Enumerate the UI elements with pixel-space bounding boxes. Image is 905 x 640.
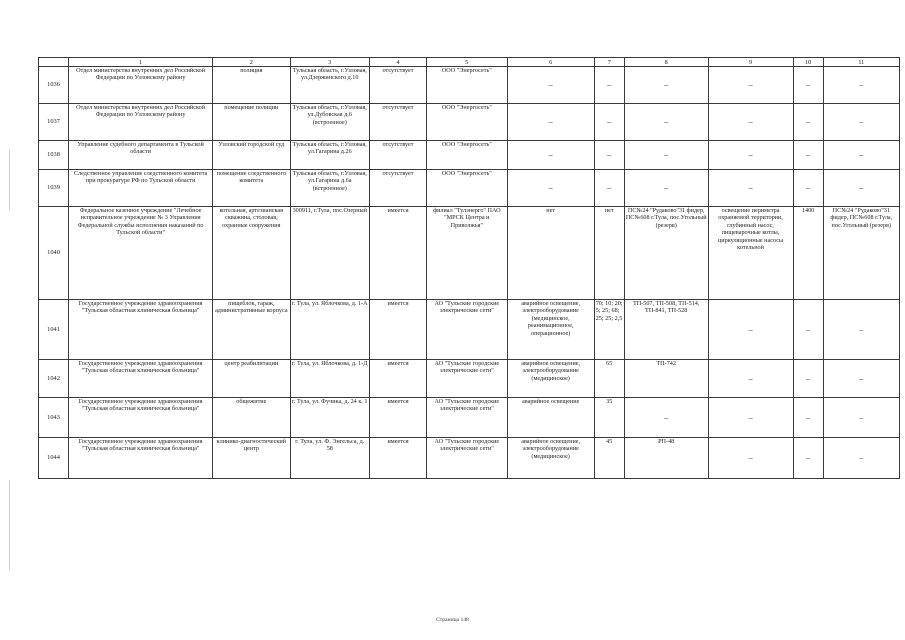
cell-col-10: – [793, 398, 823, 438]
cell-col-4: имеется [370, 360, 427, 398]
cell-col-11: – [823, 300, 899, 360]
cell-col-9: – [708, 141, 793, 170]
cell-col-3: Тульская область, г.Узловая, ул.Дубовская д.6 (встроенное) [290, 104, 370, 141]
cell-col-2: общежитие [213, 398, 290, 438]
cell-col-6: – [507, 67, 594, 104]
row-number: 1042 [39, 360, 69, 398]
cell-col-2: котельная, артезианская скважина, столовая, охранные сооружения [213, 207, 290, 300]
cell-col-11: ПС№24 "Рудаково"31 фидер, ПС№608 г.Тула, пос.Угольный (резерв) [823, 207, 899, 300]
cell-col-7: 35 [594, 398, 624, 438]
row-number: 1043 [39, 398, 69, 438]
cell-col-10: – [793, 67, 823, 104]
cell-col-7: – [594, 170, 624, 207]
cell-col-7: 70; 10; 20; 5; 25; 68; 25; 25; 2,5 [594, 300, 624, 360]
cell-col-8: – [624, 141, 708, 170]
cell-col-5: ООО "Энергосеть" [427, 141, 508, 170]
cell-col-8: – [624, 170, 708, 207]
cell-col-9: – [708, 300, 793, 360]
cell-col-6: аварийное освещение, электрооборудование (медицинское, реанимационное, операционное) [507, 300, 594, 360]
header-cell: 6 [507, 58, 594, 67]
cell-col-8: ТП-742 [624, 360, 708, 398]
cell-col-8: ТП-507, ТП-508, ТП-514, ТП-841, ТП-528 [624, 300, 708, 360]
cell-col-4: имеется [370, 398, 427, 438]
cell-col-7: – [594, 67, 624, 104]
cell-col-6: – [507, 141, 594, 170]
cell-col-2: Узловский городской суд [213, 141, 290, 170]
cell-col-1: Государственное учреждение здравоохранения "Тульская областная клиническая больница" [69, 300, 213, 360]
row-number: 1041 [39, 300, 69, 360]
table-row [39, 170, 900, 207]
table-header-row [39, 58, 900, 67]
cell-col-2: пищеблок, гараж, административные корпуса [213, 300, 290, 360]
cell-col-3: 300911, г.Тула, пос.Озерный [290, 207, 370, 300]
cell-col-3: г. Тула, ул. Яблочкова, д. 1-А [290, 300, 370, 360]
register-table [38, 57, 900, 479]
cell-col-3: г. Тула, ул. Ф. Энгельса, д. 58 [290, 438, 370, 479]
cell-col-4: отсутствует [370, 104, 427, 141]
cell-col-3: Тульская область, г.Узловая, ул.Гагарина д.6а (встроенное) [290, 170, 370, 207]
cell-col-11: – [823, 438, 899, 479]
cell-col-2: центр реабилитации [213, 360, 290, 398]
cell-col-9: освещение периметра охраняемой территории, глубинный насос, пищеварочные котлы, циркуляционные насосы котельной [708, 207, 793, 300]
cell-col-11: – [823, 398, 899, 438]
cell-col-4: отсутствует [370, 67, 427, 104]
page-number: Страница 148 [436, 617, 469, 623]
cell-col-1: Государственное учреждение здравоохранения "Тульская областная клиническая больница" [69, 360, 213, 398]
cell-col-8: РП-48 [624, 438, 708, 479]
cell-col-2: клинико-диагностический центр [213, 438, 290, 479]
cell-col-4: имеется [370, 300, 427, 360]
cell-col-10: – [793, 300, 823, 360]
header-cell: 8 [624, 58, 708, 67]
cell-col-7: – [594, 141, 624, 170]
cell-col-4: отсутствует [370, 170, 427, 207]
cell-col-10: – [793, 360, 823, 398]
cell-col-10: – [793, 104, 823, 141]
cell-col-11: – [823, 141, 899, 170]
cell-col-11: – [823, 170, 899, 207]
cell-col-7: 65 [594, 360, 624, 398]
table-row [39, 398, 900, 438]
row-number: 1044 [39, 438, 69, 479]
table-row [39, 141, 900, 170]
cell-col-5: АО "Тульские городские электрические сети" [427, 398, 508, 438]
header-cell: 3 [290, 58, 370, 67]
cell-col-2: помещение следственного комитета [213, 170, 290, 207]
cell-col-6: аварийное освещение [507, 398, 594, 438]
cell-col-2: помещение полиции [213, 104, 290, 141]
cell-col-1: Следственное управление следственного комитета при прокуратуре РФ по Тульской области [69, 170, 213, 207]
header-cell: 10 [793, 58, 823, 67]
cell-col-1: Федеральное казенное учреждение "Лечебное исправительное учреждение № 3 Управления Федеральной службы исполнения наказаний по Тульской области" [69, 207, 213, 300]
header-cell: 5 [427, 58, 508, 67]
cell-col-10: – [793, 141, 823, 170]
cell-col-9: – [708, 438, 793, 479]
cell-col-11: – [823, 360, 899, 398]
cell-col-6: нет [507, 207, 594, 300]
row-number: 1038 [39, 141, 69, 170]
row-number: 1037 [39, 104, 69, 141]
cell-col-5: АО "Тульские городские электрические сети" [427, 300, 508, 360]
cell-col-10: – [793, 170, 823, 207]
row-number: 1040 [39, 207, 69, 300]
cell-col-8: – [624, 67, 708, 104]
cell-col-3: Тульская область, г.Узловая, ул.Дзержинского д.10 [290, 67, 370, 104]
row-number: 1039 [39, 170, 69, 207]
scan-margin-mark [9, 480, 10, 570]
cell-col-9: – [708, 67, 793, 104]
cell-col-6: аварийное освещение, электрооборудование (медицинское) [507, 360, 594, 398]
cell-col-7: нет [594, 207, 624, 300]
cell-col-5: АО "Тульские городские электрические сети" [427, 438, 508, 479]
cell-col-8: – [624, 398, 708, 438]
table-row [39, 360, 900, 398]
cell-col-4: отсутствует [370, 141, 427, 170]
cell-col-3: Тульская область, г.Узловая, ул.Гагарина д.26 [290, 141, 370, 170]
cell-col-1: Государственное учреждение здравоохранения "Тульская областная клиническая больница" [69, 438, 213, 479]
cell-col-4: имеется [370, 207, 427, 300]
cell-col-10: – [793, 438, 823, 479]
header-cell: 7 [594, 58, 624, 67]
cell-col-3: г. Тула, ул. Фучика, д. 24 к. 1 [290, 398, 370, 438]
cell-col-2: полиция [213, 67, 290, 104]
cell-col-10: 1400 [793, 207, 823, 300]
cell-col-6: – [507, 104, 594, 141]
cell-col-6: – [507, 170, 594, 207]
table-row [39, 438, 900, 479]
cell-col-5: ООО "Энергосеть" [427, 170, 508, 207]
cell-col-1: Отдел министерства внутренних дел Российской Федерации по Узловскому району [69, 67, 213, 104]
header-cell-empty [39, 58, 69, 67]
cell-col-1: Государственное учреждение здравоохранения "Тульская областная клиническая больница" [69, 398, 213, 438]
header-cell: 1 [69, 58, 213, 67]
scan-margin-mark [9, 150, 10, 210]
cell-col-6: аварийное освещение, электрооборудование (медицинское) [507, 438, 594, 479]
cell-col-9: – [708, 170, 793, 207]
cell-col-8: ПС№24 "Рудаково"31 фидер, ПС№608 г.Тула, пос.Угольный (резерв) [624, 207, 708, 300]
table-row [39, 300, 900, 360]
cell-col-11: – [823, 104, 899, 141]
cell-col-5: АО "Тульские городские электрические сети" [427, 360, 508, 398]
cell-col-1: Отдел министерства внутренних дел Российской Федерации по Узловскому району [69, 104, 213, 141]
row-number: 1036 [39, 67, 69, 104]
cell-col-5: ООО "Энергосеть" [427, 67, 508, 104]
table-row [39, 207, 900, 300]
cell-col-5: ООО "Энергосеть" [427, 104, 508, 141]
header-cell: 2 [213, 58, 290, 67]
cell-col-3: г. Тула, ул. Яблочкова, д. 1-Д [290, 360, 370, 398]
cell-col-9: – [708, 398, 793, 438]
header-cell: 9 [708, 58, 793, 67]
table-row [39, 67, 900, 104]
table-row [39, 104, 900, 141]
cell-col-1: Управление судебного департамента в Тульской области [69, 141, 213, 170]
cell-col-11: – [823, 67, 899, 104]
cell-col-9: – [708, 360, 793, 398]
cell-col-5: филиал "Тулэнерго" ПАО "МРСК Центра и Приволжья" [427, 207, 508, 300]
cell-col-7: – [594, 104, 624, 141]
header-cell: 4 [370, 58, 427, 67]
cell-col-7: 45 [594, 438, 624, 479]
header-cell: 11 [823, 58, 899, 67]
cell-col-4: имеется [370, 438, 427, 479]
cell-col-8: – [624, 104, 708, 141]
cell-col-9: – [708, 104, 793, 141]
